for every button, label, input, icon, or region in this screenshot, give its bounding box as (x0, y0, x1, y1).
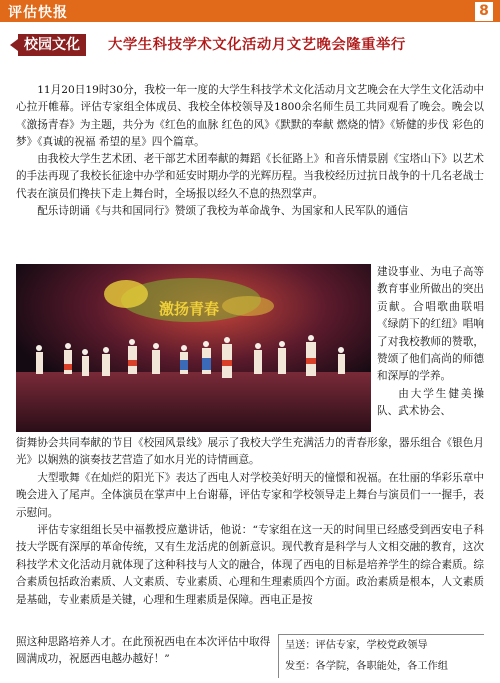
stage-banner-text: 激扬青春 (159, 300, 220, 318)
paragraph-4: 街舞协会共同奉献的节目《校园风景线》展示了我校大学生充满活力的青春形象，器乐组合《银色月光》以娴熟的演奏技艺营造了如水月光的诗情画意。 (16, 437, 484, 467)
paragraph-3: 配乐诗朗诵《与共和国同行》赞颂了我校为革命战争、为国家和人民军队的通信 (37, 205, 408, 218)
paragraph-2: 由我校大学生艺术团、老干部艺术团奉献的舞蹈《长征路上》和音乐情景剧《宝塔山下》以艺术的手法再现了我校长征途中办学和延安时期办学的光辉历程。当我校经历过抗日战争的十几名老战士代表在演员们搀扶下走上舞台时，全场报以经久不息的热烈掌声。 (16, 153, 484, 200)
wrap-text-column (377, 264, 484, 421)
article-headline: 大学生科技学术文化活动月文艺晚会隆重举行 (108, 37, 406, 53)
section-tag: 校园文化 (18, 34, 86, 56)
headline-area (0, 28, 500, 62)
page-number: 8 (474, 1, 494, 22)
newsletter-title: 评估快报 (8, 5, 68, 21)
header-bar (0, 0, 500, 22)
closing-lines (16, 634, 274, 669)
distribution-box (278, 634, 484, 678)
stage-photo-image (16, 264, 371, 432)
article-continuation (16, 435, 484, 609)
paragraph-5: 大型歌舞《在灿烂的阳光下》表达了西电人对学校美好明天的憧憬和祝福。在壮丽的华彩乐章中晚会进入了尾声。全体演员在掌声中上台谢幕，评估专家和学校领导走上舞台与演员们一一握手，表示慰问。 (16, 471, 484, 519)
article-body (16, 82, 484, 220)
closing-paragraph: 照这种思路培养人才。在此预祝西电在本次评估中取得圆满成功，祝愿西电越办越好！” (16, 636, 271, 666)
submit-to: 呈送：评估专家，学校党政领导 (285, 640, 428, 651)
wrap-paragraph: 建设事业、为电子高等教育事业所做出的突出贡献。合唱歌曲联唱《绿荫下的红纽》唱响了对我校教师的赞歌，赞颂了他们高尚的师德和深厚的学养。 (377, 266, 484, 383)
wrap-paragraph-2: 由大学生健美操队、武术协会、 (377, 387, 484, 418)
send-to: 发至：各学院，各职能处，各工作组 (285, 661, 448, 672)
paragraph-6: 评估专家组组长吴中福教授应邀讲话，他说：“专家组在这一天的时间里已经感受到西安电子科技大学既有深厚的革命传统，又有生龙活虎的创新意识。现代教育是科学与人文相交融的教育，这次科技学术文化活动月就体现了这种科技与人文的融合，体现了西电的目标是培养学生的综合素质。综合素质包括政治素质、人文素质、专业素质、心理和生理素质四个方面。政治素质是根本，人文素质是基础，专业素质是关键，心理和生理素质是保障。西电正是按 (16, 524, 484, 606)
stage-photo (16, 264, 371, 432)
paragraph-1: 11月20日19时30分，我校一年一度的大学生科技学术文化活动月文艺晚会在大学生文化活动中心拉开帷幕。评估专家组全体成员、我校全体校领导及1800余名师生员工共同观看了晚会。晚会以《激扬青春》为主题，共分为《红色的血脉 红色的风》《默默的奉献 燃烧的情》《矫健的步伐 彩色的梦》《真诚的祝福 希望的星》四个篇章。 (16, 84, 484, 148)
